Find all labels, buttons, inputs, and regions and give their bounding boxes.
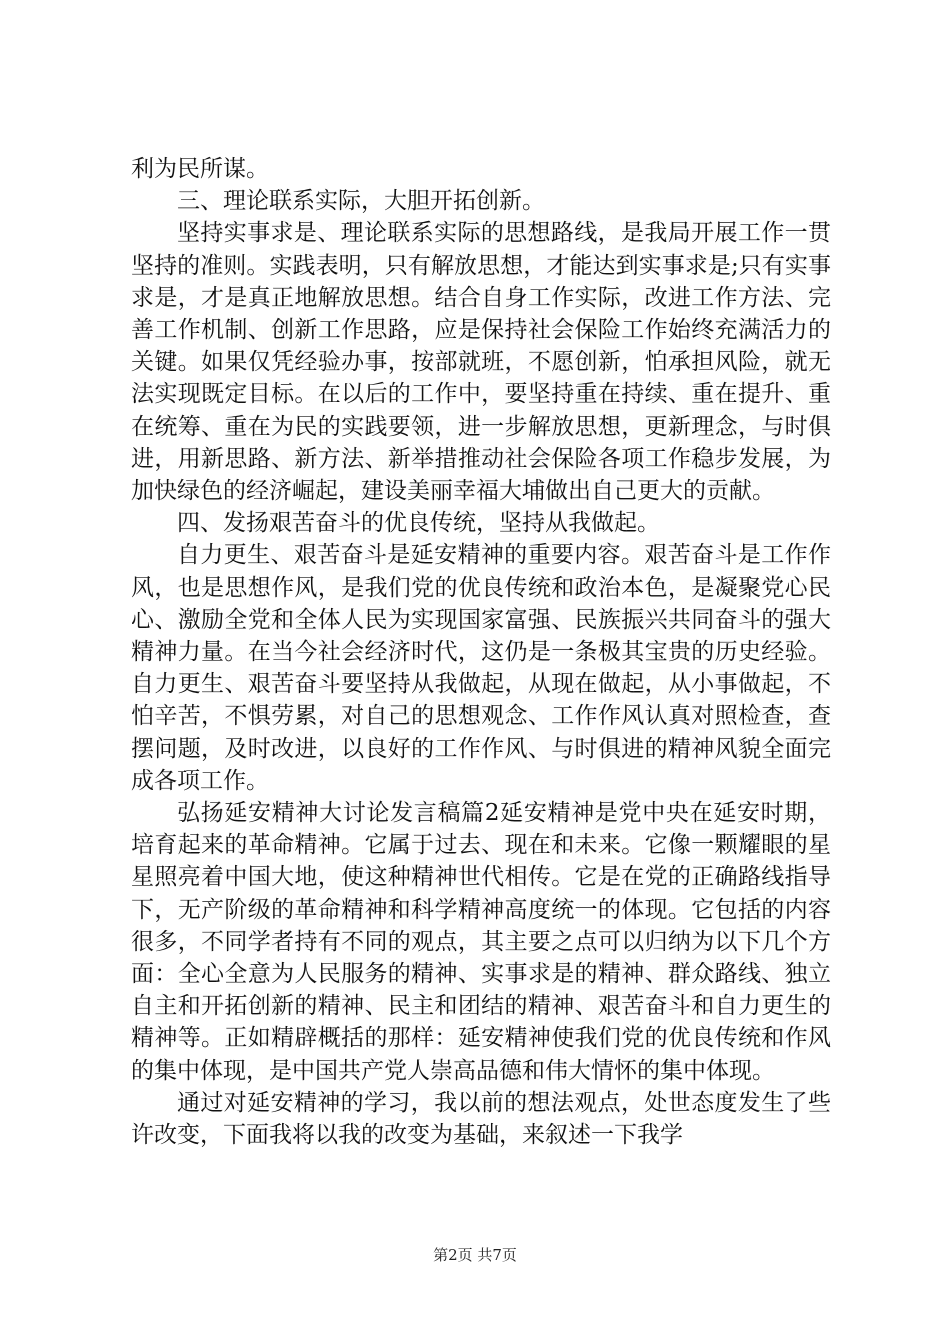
section-heading-four: 四、发扬艰苦奋斗的优良传统，坚持从我做起。 (177, 510, 660, 537)
page-number-footer: 第2页 共7页 (433, 1246, 517, 1264)
document-body (131, 153, 831, 1151)
paragraph-learning: 通过对延安精神的学习，我以前的想法观点，处世态度发生了些许改变，下面我将以我的改变为基础，来叙述一下我学 (131, 1089, 831, 1149)
paragraph-hard-work: 自力更生、艰苦奋斗是延安精神的重要内容。艰苦奋斗是工作作风，也是思想作风，是我们党的优良传统和政治本色，是凝聚党心民心、激励全党和全体人民为实现国家富强、民族振兴共同奋斗的强大精神力量。在当今社会经济时代，这仍是一条极其宝贵的历史经验。自力更生、艰苦奋斗要坚持从我做起，从现在做起，从小事做起，不怕辛苦，不惧劳累，对自己的思想观念、工作作风认真对照检查，查摆问题，及时改进，以良好的工作作风、与时俱进的精神风貌全面完成各项工作。 (131, 542, 831, 794)
paragraph-yanan-spirit: 弘扬延安精神大讨论发言稿篇2延安精神是党中央在延安时期，培育起来的革命精神。它属于过去、现在和未来。它像一颗耀眼的星星照亮着中国大地，使这种精神世代相传。它是在党的正确路线指导下，无产阶级的革命精神和科学精神高度统一的体现。它包括的内容很多，不同学者持有不同的观点，其主要之点可以归纳为以下几个方面：全心全意为人民服务的精神、实事求是的精神、群众路线、独立自主和开拓创新的精神、民主和团结的精神、艰苦奋斗和自力更生的精神等。正如精辟概括的那样：延安精神使我们党的优良传统和作风的集中体现，是中国共产党人崇高品德和伟大情怀的集中体现。 (131, 800, 831, 1084)
paragraph-continuation: 利为民所谋。 (131, 156, 269, 182)
section-heading-three: 三、理论联系实际，大胆开拓创新。 (177, 188, 545, 215)
paragraph-practice: 坚持实事求是、理论联系实际的思想路线，是我局开展工作一贯坚持的准则。实践表明，只有解放思想，才能达到实事求是;只有实事求是，才是真正地解放思想。结合自身工作实际，改进工作方法、完善工作机制、创新工作思路，应是保持社会保险工作始终充满活力的关键。如果仅凭经验办事，按部就班，不愿创新，怕承担风险，就无法实现既定目标。在以后的工作中，要坚持重在持续、重在提升、重在统筹、重在为民的实践要领，进一步解放思想，更新理念，与时俱进，用新思路、新方法、新举措推动社会保险各项工作稳步发展，为加快绿色的经济崛起，建设美丽幸福大埔做出自己更大的贡献。 (131, 220, 831, 505)
